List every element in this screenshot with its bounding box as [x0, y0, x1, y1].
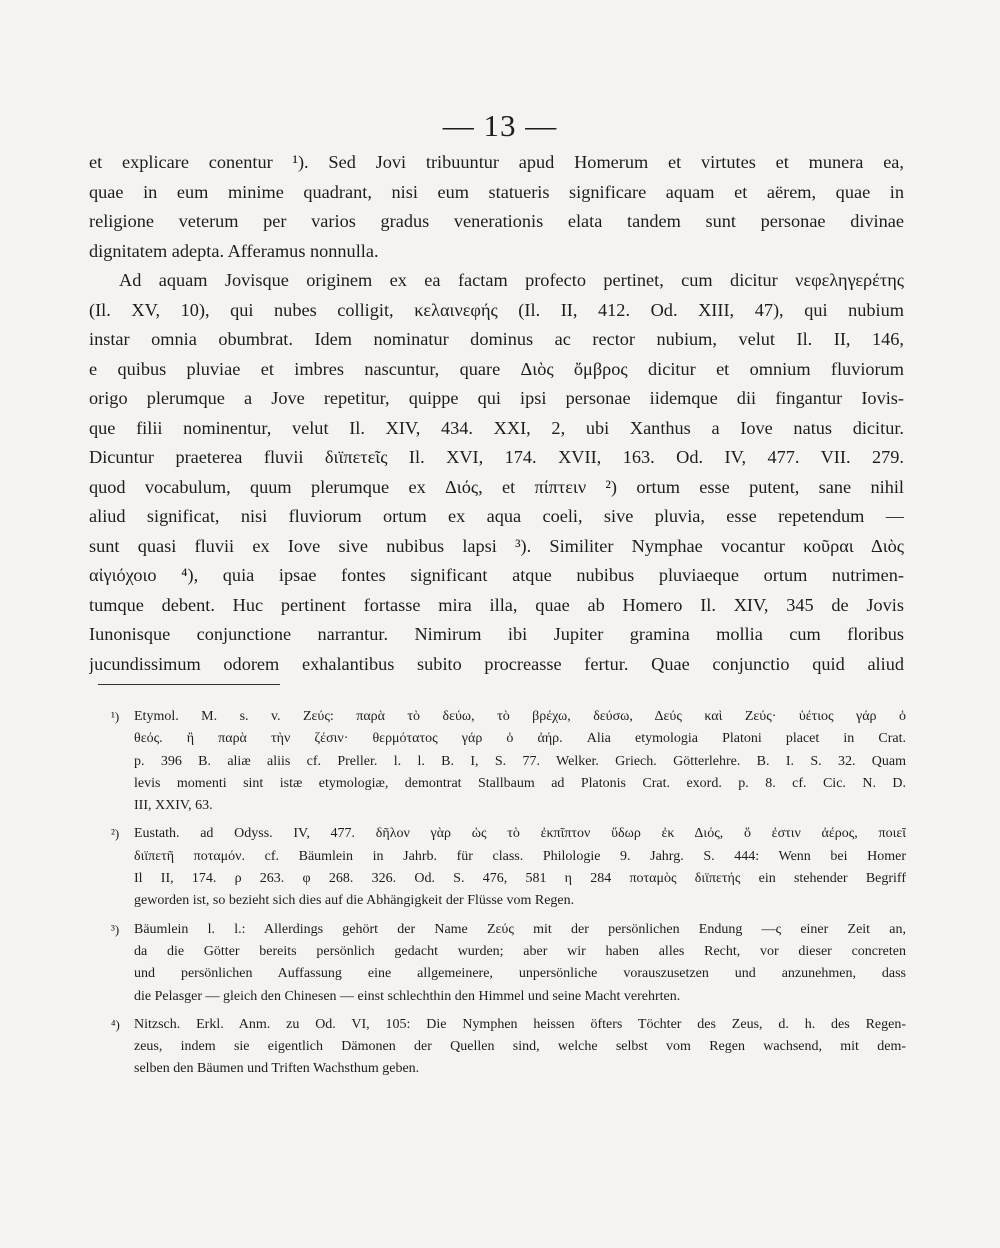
- text-line: aliud significat, nisi fluviorum ortum ex aqua coeli, sive pluvia, esse repetendum —: [89, 506, 904, 526]
- text-line: jucundissimum odorem exhalantibus subito procreasse fertur. Quae conjunctio quid aliud: [89, 653, 904, 674]
- text-line: e quibus pluviae et imbres nascuntur, quare Διὸς ὄμβρος dicitur et omnium fluviorum: [89, 358, 904, 379]
- footnotes: [111, 706, 906, 1087]
- footnote-line: διϊπετῆ ποταμόν. cf. Bäumlein in Jahrb. für class. Philologie 9. Jahrg. S. 444: Wenn bei Homer: [134, 848, 906, 864]
- text-line: quod vocabulum, quum plerumque ex Διός, et πίπτειν ²) ortum esse putent, sane nihil: [89, 476, 904, 497]
- footnote-marker: ³): [111, 921, 120, 937]
- footnote-line: Bäumlein l. l.: Allerdings gehört der Name Ζεύς mit der persönlichen Endung —ς einer Zeit an,: [134, 921, 906, 937]
- footnote-line: zeus, indem sie eigentlich Dämonen der Quellen sind, welche selbst vom Regen wachsend, mit dem-: [134, 1039, 906, 1055]
- text-line: Dicuntur praeterea fluvii διϊπετεῖς Il. XVI, 174. XVII, 163. Od. IV, 477. VII. 279.: [89, 447, 904, 467]
- text-line: (Il. XV, 10), qui nubes colligit, κελαινεφής (Il. II, 412. Od. XIII, 47), qui nubium: [89, 299, 904, 320]
- footnote-line: levis momenti sint istæ etymologiæ, demontrat Stallbaum ad Platonis Crat. exord. p. 8. cf. Cic. N. D.: [134, 775, 906, 791]
- text-line: et explicare conentur ¹). Sed Jovi tribuuntur apud Homerum et virtutes et munera ea,: [89, 152, 904, 172]
- footnote-line: Il II, 174. ρ 263. φ 268. 326. Od. S. 476, 581 η 284 ποταμὸς διϊπετής ein stehender Begriff: [134, 871, 906, 887]
- footnote-rule: [98, 684, 280, 685]
- footnote-marker: ⁴): [111, 1016, 120, 1032]
- text-line: sunt quasi fluvii ex Iove sive nubibus lapsi ³). Similiter Nymphae vocantur κοῦραι Διὸς: [89, 535, 904, 556]
- footnote-line: θεός. ἢ παρὰ τὴν ζέσιν· θερμότατος γάρ ὁ ἀήρ. Alia etymologia Platoni placet in Crat.: [134, 731, 906, 747]
- text-line: religione veterum per varios gradus venerationis elata tandem sunt personae divinae: [89, 211, 904, 231]
- footnote-line: geworden ist, so bezieht sich dies auf die Abhängigkeit der Flüsse vom Regen.: [134, 893, 575, 909]
- text-line: Iunonisque conjunctione narrantur. Nimirum ibi Jupiter gramina mollia cum floribus: [89, 624, 904, 644]
- footnote-line: selben den Bäumen und Triften Wachsthum geben.: [134, 1061, 420, 1077]
- footnote-line: Etymol. M. s. v. Ζεύς: παρὰ τὸ δεύω, τὸ βρέχω, δεύσω, Δεύς καὶ Ζεύς· ὑέτιος γάρ ὁ: [134, 709, 906, 724]
- footnote-4: [111, 1014, 906, 1081]
- footnote-line: die Pelasger — gleich den Chinesen — einst schlechthin den Himmel und seine Macht verehrten.: [134, 988, 681, 1004]
- footnote-line: III, XXIV, 63.: [134, 798, 213, 814]
- footnote-marker: ²): [111, 826, 120, 842]
- footnote-line: da die Götter bereits persönlich gedacht wurden; aber wir haben alles Recht, vor dieser concreten: [134, 943, 906, 959]
- footnote-line: Eustath. ad Odyss. IV, 477. δῆλον γὰρ ὡς τὸ ἐκπῖπτον ὕδωρ ἐκ Διός, ὅ ἐστιν ἀέρος, ποιεῖ: [134, 826, 906, 842]
- footnote-line: p. 396 B. aliæ aliis cf. Preller. l. l. B. I, S. 77. Welker. Griech. Götterlehre. B. I. S. 32. Quam: [134, 753, 906, 769]
- text-line: instar omnia obumbrat. Idem nominatur dominus ac rector nubium, velut Il. II, 146,: [89, 329, 904, 349]
- page-number: — 13 —: [442, 108, 558, 143]
- text-line: quae in eum minime quadrant, nisi eum statueris significare aquam et aërem, quae in: [89, 181, 904, 202]
- footnote-1: [111, 706, 906, 817]
- footnote-line: und persönlichen Auffassung eine allgemeinere, unpersönliche vorauszusetzen und anzunehmen, dass: [134, 966, 906, 982]
- text-line: αἰγιόχοιο ⁴), quia ipsae fontes significant atque nubibus pluviaeque ortum nutrimen-: [89, 565, 904, 585]
- footnote-3: [111, 919, 906, 1008]
- text-line: que filii nominentur, velut Il. XIV, 434. XXI, 2, ubi Xanthus a Iove natus dicitur.: [89, 417, 904, 438]
- footnote-2: [111, 823, 906, 912]
- text-line: origo plerumque a Jove repetitur, quippe qui ipsi personae iidemque dii fingantur Iovis-: [89, 388, 904, 408]
- text-line: tumque debent. Huc pertinent fortasse mira illa, quae ab Homero Il. XIV, 345 de Jovis: [89, 594, 904, 615]
- main-text: [89, 148, 904, 679]
- text-line: Ad aquam Jovisque originem ex ea factam profecto pertinet, cum dicitur νεφεληγερέτης: [119, 270, 904, 290]
- text-line: dignitatem adepta. Afferamus nonnulla.: [89, 240, 379, 261]
- footnote-line: Nitzsch. Erkl. Anm. zu Od. VI, 105: Die Nymphen heissen öfters Töchter des Zeus, d. h. des Regen-: [134, 1016, 906, 1032]
- footnote-marker: ¹): [111, 709, 120, 724]
